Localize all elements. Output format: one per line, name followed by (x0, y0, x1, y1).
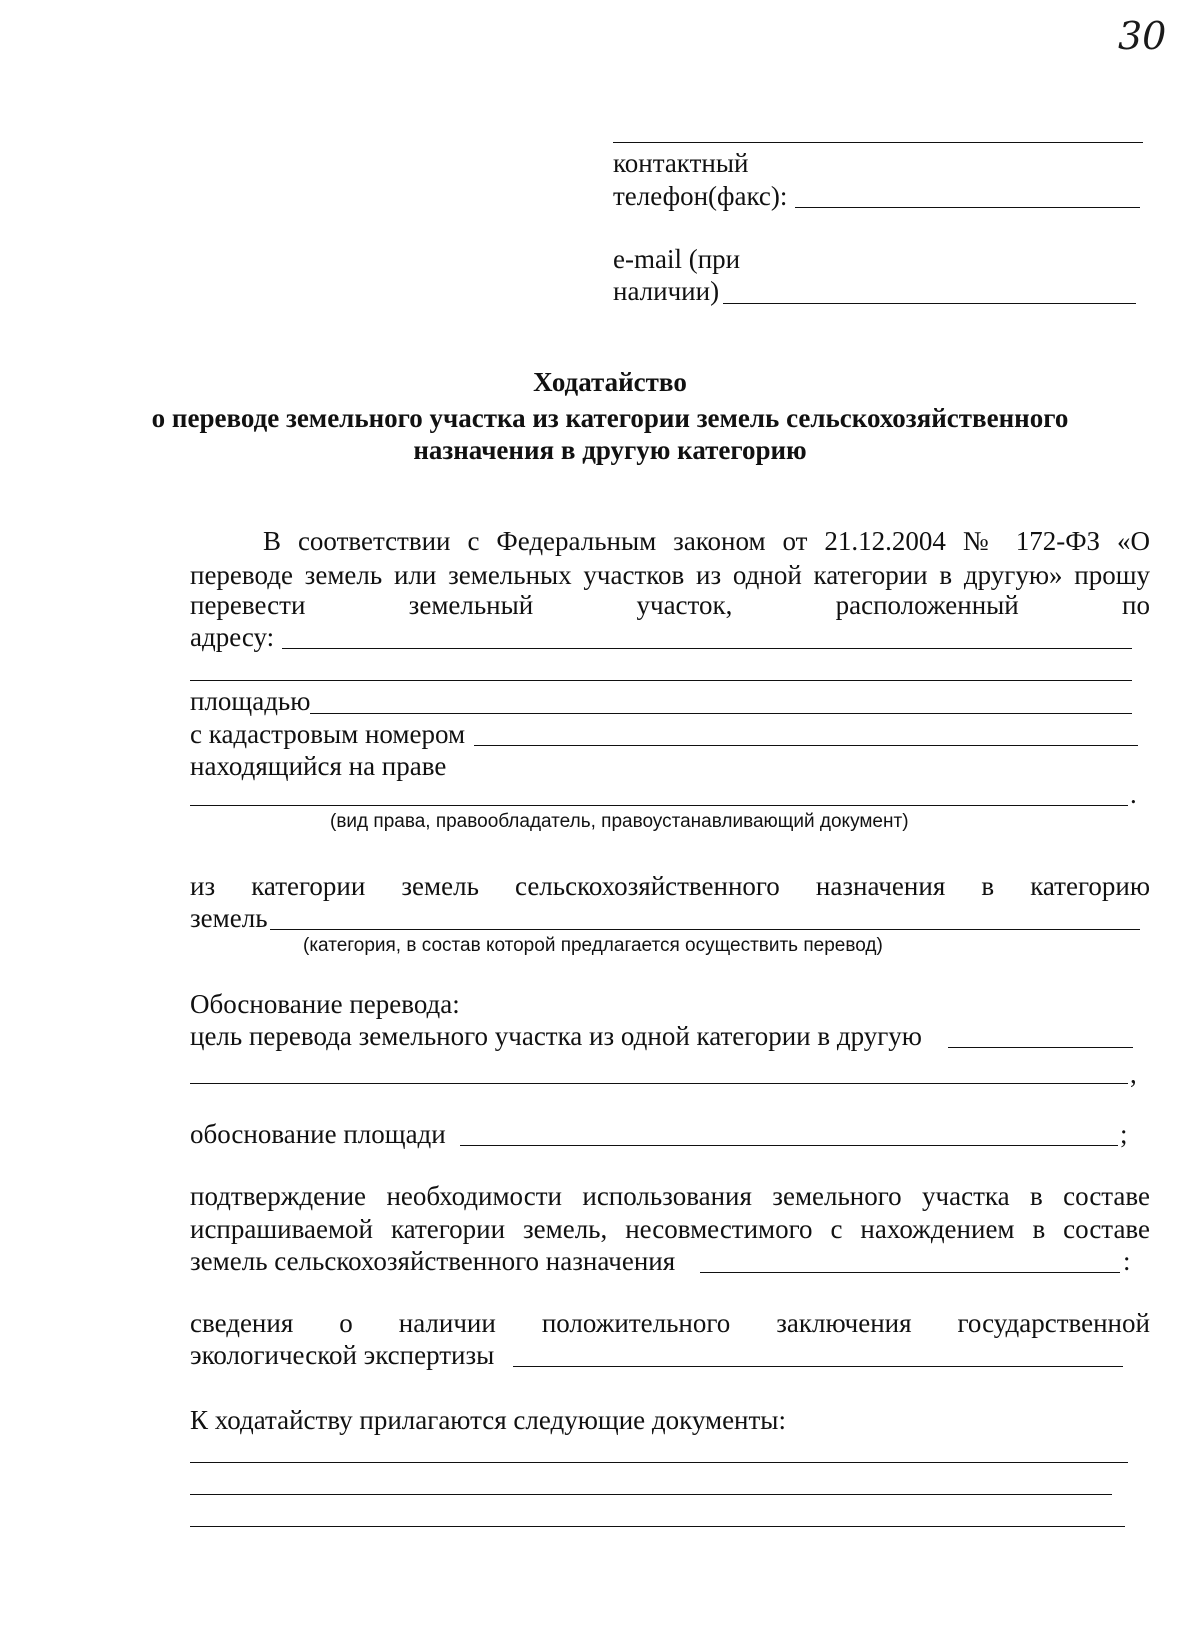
right-label: находящийся на праве (190, 751, 447, 781)
expertise-field-line[interactable] (513, 1366, 1123, 1367)
area-justification-label: обоснование площади (190, 1119, 446, 1149)
para1-line3 (190, 589, 1150, 621)
word: сельскохозяйственного (515, 871, 780, 901)
document-subtitle-line1: о переводе земельного участка из категории земель сельскохозяйственного (151, 403, 1069, 433)
purpose-field-line-2[interactable] (190, 1083, 1128, 1084)
para1-line2: переводе земель или земельных участков из одной категории в другую» прошу (190, 560, 1150, 590)
cadastral-label: с кадастровым номером (190, 719, 466, 749)
necessity-line2: испрашиваемой категории земель, несовместимого с нахождением в составе (190, 1214, 1150, 1244)
email-label-line2: наличии) (613, 276, 720, 306)
word: категорию (1030, 871, 1150, 901)
attachment-line-3[interactable] (190, 1526, 1125, 1527)
category-line (190, 870, 1150, 902)
purpose-field-line[interactable] (948, 1047, 1133, 1048)
word: заключения (776, 1308, 912, 1338)
word: назначения (815, 871, 946, 901)
purpose-label: цель перевода земельного участка из одной категории в другую (190, 1021, 922, 1051)
word: наличии (398, 1308, 496, 1338)
justification-heading: Обоснование перевода: (190, 989, 460, 1019)
word: земель (401, 871, 479, 901)
necessity-field-line[interactable] (700, 1272, 1120, 1273)
signature-line (613, 142, 1143, 143)
email-field-line[interactable] (723, 303, 1136, 304)
address-field-line[interactable] (282, 648, 1132, 649)
address-field-line-2[interactable] (190, 680, 1132, 681)
word: в (981, 871, 995, 901)
necessity-colon: : (1123, 1246, 1131, 1276)
lands-label: земель (190, 903, 268, 933)
necessity-line3: земель сельскохозяйственного назначения (190, 1246, 676, 1276)
attachment-line-1[interactable] (190, 1462, 1128, 1463)
attachments-label: К ходатайству прилагаются следующие документы: (190, 1405, 786, 1435)
purpose-comma: , (1130, 1059, 1137, 1089)
area-field-line[interactable] (310, 713, 1132, 714)
cadastral-field-line[interactable] (474, 745, 1138, 746)
area-justification-semicolon: ; (1120, 1119, 1128, 1149)
word: по (1122, 590, 1150, 620)
document-subtitle-line2: назначения в другую категорию (413, 435, 807, 465)
category-field-line[interactable] (270, 929, 1140, 930)
word: из (190, 871, 216, 901)
address-label: адресу: (190, 622, 275, 652)
word: перевести (190, 590, 306, 620)
phone-label-line2: телефон(факс): (613, 181, 788, 211)
document-title: Ходатайство (533, 367, 687, 397)
page-number: 30 (1118, 14, 1167, 58)
word: земельный (408, 590, 534, 620)
word: участок, (636, 590, 733, 620)
expertise-line1 (190, 1307, 1150, 1339)
area-justification-field-line[interactable] (460, 1145, 1118, 1146)
para1-line1: В соответствии с Федеральным законом от 21.12.2004 № 172-ФЗ «О (263, 526, 1150, 556)
necessity-line1: подтверждение необходимости использования земельного участка в составе (190, 1181, 1150, 1211)
attachment-line-2[interactable] (190, 1494, 1112, 1495)
word: государственной (957, 1308, 1150, 1338)
category-caption: (категория, в состав которой предлагается осуществить перевод) (303, 935, 883, 956)
phone-label-line1: контактный (613, 148, 749, 178)
expertise-line2: экологической экспертизы (190, 1340, 495, 1370)
word: сведения (190, 1308, 294, 1338)
word: о (339, 1308, 353, 1338)
phone-field-line[interactable] (795, 207, 1140, 208)
email-label-line1: e-mail (при (613, 244, 741, 274)
right-field-line[interactable] (190, 805, 1128, 806)
word: положительного (541, 1308, 731, 1338)
right-period: . (1130, 779, 1137, 809)
word: категории (251, 871, 366, 901)
area-label: площадью (190, 686, 311, 716)
right-caption: (вид права, правообладатель, правоустанавливающий документ) (330, 811, 909, 832)
word: расположенный (835, 590, 1019, 620)
